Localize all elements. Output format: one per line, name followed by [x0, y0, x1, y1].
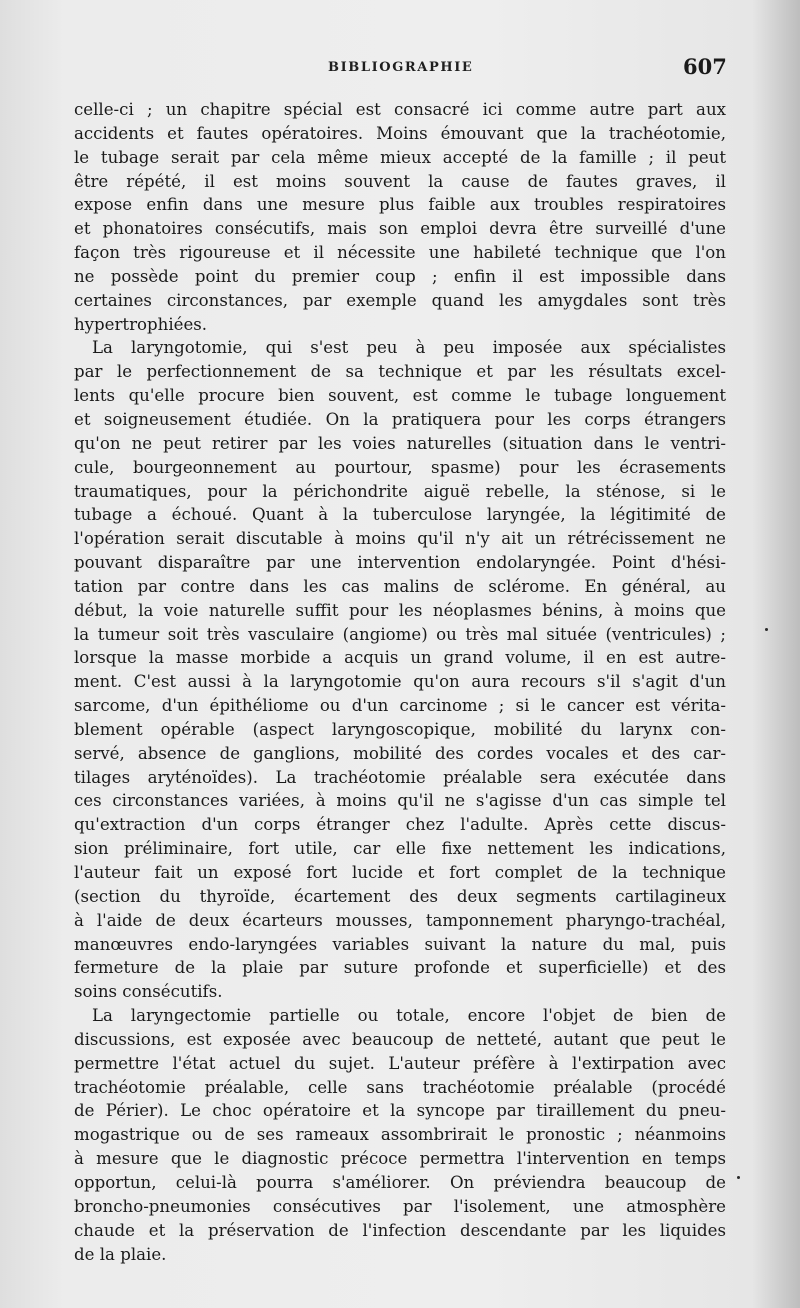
- text-line: de la plaie.: [74, 1244, 167, 1264]
- text-line: le tubage serait par cela même mieux accepté de la famille ; il peut: [74, 147, 726, 167]
- text-line: broncho-pneumonies consécutives par l'isolement, une atmosphère: [74, 1196, 726, 1216]
- text-line: début, la voie naturelle suffit pour les néoplasmes bénins, à moins que: [74, 600, 726, 620]
- text-line: qu'on ne peut retirer par les voies naturelles (situation dans le ventri-: [74, 433, 726, 453]
- paragraph-1: [74, 98, 726, 336]
- text-line: opportun, celui-là pourra s'améliorer. On préviendra beaucoup de: [74, 1172, 726, 1192]
- text-line: certaines circonstances, par exemple quand les amygdales sont très: [74, 290, 726, 310]
- text-line: sarcome, d'un épithéliome ou d'un carcinome ; si le cancer est vérita-: [74, 696, 726, 716]
- text-line: l'auteur fait un exposé fort lucide et fort complet de la technique: [74, 863, 726, 882]
- text-line: être répété, il est moins souvent la cause de fautes graves, il: [74, 171, 726, 191]
- body-text: [74, 98, 726, 1266]
- text-line: lents qu'elle procure bien souvent, est comme le tubage longuement: [74, 386, 726, 406]
- text-line: La laryngotomie, qui s'est peu à peu imposée aux spécialistes: [92, 338, 726, 358]
- text-line: traumatiques, pour la périchondrite aiguë rebelle, la sténose, si le: [74, 481, 726, 501]
- text-line: sion préliminaire, fort utile, car elle fixe nettement les indications,: [74, 839, 726, 859]
- text-line: à l'aide de deux écarteurs mousses, tamponnement pharyngo-trachéal,: [74, 910, 726, 930]
- text-line: mogastrique ou de ses rameaux assombrirait le pronostic ; néanmoins: [74, 1125, 726, 1145]
- text-line: cule, bourgeonnement au pourtour, spasme) pour les écrasements: [74, 457, 726, 477]
- text-line: accidents et fautes opératoires. Moins émouvant que la trachéotomie,: [74, 123, 726, 143]
- page-number: 607: [683, 54, 727, 79]
- text-line: tation par contre dans les cas malins de sclérome. En général, au: [74, 576, 726, 596]
- text-line: tubage a échoué. Quant à la tuberculose laryngée, la légitimité de: [74, 505, 726, 525]
- text-line: par le perfectionnement de sa technique et par les résultats excel-: [74, 362, 726, 382]
- text-line: lorsque la masse morbide a acquis un grand volume, il en est autre-: [74, 648, 726, 668]
- text-line: pouvant disparaître par une intervention endolaryngée. Point d'hési-: [74, 553, 726, 573]
- running-title: BIBLIOGRAPHIE: [328, 60, 474, 75]
- text-line: l'opération serait discutable à moins qu'il n'y ait un rétrécissement ne: [74, 529, 726, 549]
- text-line: fermeture de la plaie par suture profonde et superficielle) et des: [74, 958, 726, 978]
- paragraph-3: [74, 1004, 726, 1266]
- text-line: tilages aryténoïdes). La trachéotomie préalable sera exécutée dans: [74, 767, 726, 787]
- text-line: ment. C'est aussi à la laryngotomie qu'on aura recours s'il s'agit d'un: [74, 672, 726, 692]
- text-line: manœuvres endo-laryngées variables suivant la nature du mal, puis: [74, 934, 726, 954]
- ink-speck: [765, 628, 768, 631]
- text-line: servé, absence de ganglions, mobilité des cordes vocales et des car-: [74, 743, 726, 763]
- text-line: soins consécutifs.: [74, 982, 223, 1002]
- text-line: La laryngectomie partielle ou totale, encore l'objet de bien de: [92, 1006, 726, 1026]
- text-line: qu'extraction d'un corps étranger chez l'adulte. Après cette discus-: [74, 815, 726, 835]
- paragraph-2: [74, 336, 726, 1004]
- text-line: la tumeur soit très vasculaire (angiome) ou très mal située (ventricules) ;: [74, 624, 726, 644]
- text-line: façon très rigoureuse et il nécessite une habileté technique que l'on: [74, 243, 726, 263]
- text-line: et soigneusement étudiée. On la pratiquera pour les corps étrangers: [74, 409, 726, 429]
- text-line: permettre l'état actuel du sujet. L'auteur préfère à l'extirpation avec: [74, 1053, 726, 1073]
- text-line: ne possède point du premier coup ; enfin il est impossible dans: [74, 266, 726, 286]
- text-line: chaude et la préservation de l'infection descendante par les liquides: [74, 1220, 726, 1240]
- text-line: hypertrophiées.: [74, 314, 208, 334]
- text-line: à mesure que le diagnostic précoce permettra l'intervention en temps: [74, 1149, 726, 1169]
- text-line: et phonatoires consécutifs, mais son emploi devra être surveillé d'une: [74, 219, 726, 239]
- ink-speck: [737, 1176, 740, 1179]
- running-header: [0, 54, 800, 84]
- text-line: trachéotomie préalable, celle sans trachéotomie préalable (procédé: [74, 1077, 726, 1097]
- text-line: blement opérable (aspect laryngoscopique, mobilité du larynx con-: [74, 719, 726, 739]
- text-line: de Périer). Le choc opératoire et la syncope par tiraillement du pneu-: [74, 1101, 726, 1121]
- text-line: ces circonstances variées, à moins qu'il ne s'agisse d'un cas simple tel: [74, 791, 726, 811]
- text-line: celle-ci ; un chapitre spécial est consacré ici comme autre part aux: [74, 100, 726, 119]
- text-line: discussions, est exposée avec beaucoup de netteté, autant que peut le: [74, 1029, 726, 1049]
- text-line: expose enfin dans une mesure plus faible aux troubles respiratoires: [74, 195, 726, 215]
- text-line: (section du thyroïde, écartement des deux segments cartilagineux: [74, 886, 726, 906]
